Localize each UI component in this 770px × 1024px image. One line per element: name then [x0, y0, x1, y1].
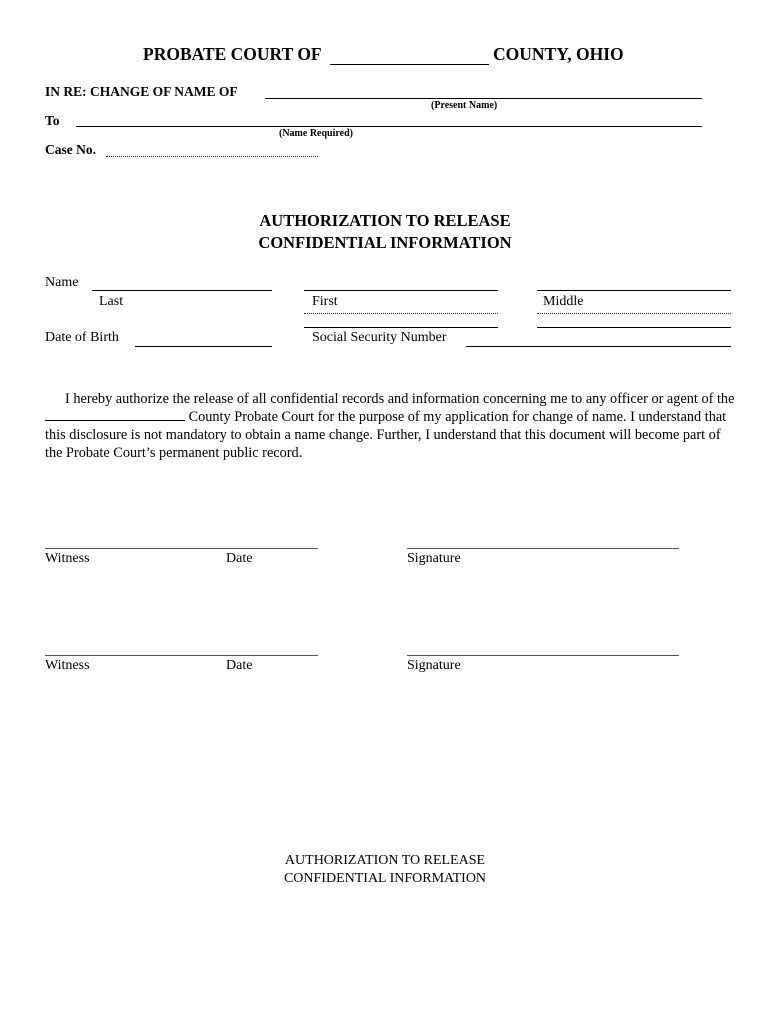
first-label: First — [312, 294, 338, 309]
to-label: To — [45, 113, 60, 128]
signature-label-2: Signature — [407, 658, 461, 673]
witness-label-2: Witness — [45, 658, 90, 673]
county-field[interactable] — [330, 64, 489, 65]
court-suffix: COUNTY, OHIO — [493, 44, 624, 64]
title-line-2: CONFIDENTIAL INFORMATION — [258, 233, 512, 252]
paragraph-part-1: I hereby authorize the release of all confidential records and information concerning me to any officer or agent of the — [65, 391, 735, 407]
dob-field[interactable] — [135, 346, 272, 347]
present-name-field[interactable] — [265, 98, 702, 99]
case-no-field[interactable] — [106, 156, 318, 157]
middle-name-field[interactable] — [537, 290, 731, 291]
county-blank-field[interactable] — [45, 408, 185, 421]
extra-field-2[interactable] — [537, 327, 731, 328]
witness-label-1: Witness — [45, 551, 90, 566]
paragraph-part-2: County Probate Court for the purpose of my application for change of name. I understand that this disclosure is not mandatory to obtain a name change. Further, I understand that this document will become part of the Probate Court’s permanent public record. — [45, 409, 727, 461]
case-no-label: Case No. — [45, 142, 96, 157]
name-required-caption: (Name Required) — [279, 128, 353, 139]
title-line-1: AUTHORIZATION TO RELEASE — [259, 211, 511, 230]
ssn-field[interactable] — [466, 346, 731, 347]
new-name-field[interactable] — [76, 126, 702, 127]
dob-label: Date of Birth — [45, 330, 119, 345]
ssn-label: Social Security Number — [312, 330, 447, 345]
witness-signature-line-1[interactable] — [45, 548, 318, 549]
first-name-field[interactable] — [304, 290, 498, 291]
first-label-rule — [304, 313, 498, 314]
footer-line-1: AUTHORIZATION TO RELEASE — [284, 853, 486, 868]
signature-label-1: Signature — [407, 551, 461, 566]
extra-field-1[interactable] — [304, 327, 498, 328]
last-name-field[interactable] — [92, 290, 272, 291]
last-label: Last — [99, 294, 124, 309]
signature-line-2[interactable] — [407, 655, 679, 656]
footer-line-2: CONFIDENTIAL INFORMATION — [283, 871, 487, 886]
date-label-2: Date — [226, 658, 253, 673]
present-name-caption: (Present Name) — [431, 100, 498, 111]
middle-label-rule — [537, 313, 731, 314]
authorization-paragraph — [45, 390, 735, 462]
middle-label: Middle — [543, 294, 584, 309]
signature-line-1[interactable] — [407, 548, 679, 549]
name-label: Name — [45, 275, 79, 290]
in-re-label: IN RE: CHANGE OF NAME OF — [45, 84, 238, 99]
court-prefix: PROBATE COURT OF — [143, 44, 322, 64]
date-label-1: Date — [226, 551, 253, 566]
witness-signature-line-2[interactable] — [45, 655, 318, 656]
